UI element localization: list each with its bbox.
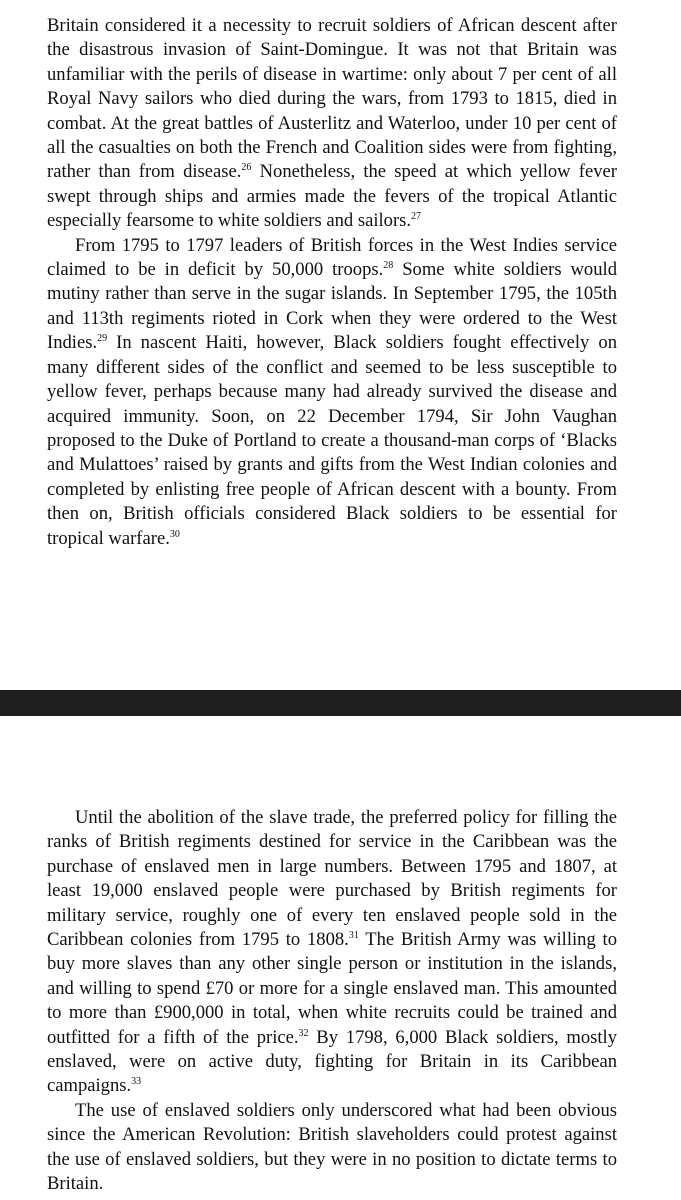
- paragraph-text: By 1798, 6,000 Black soldiers, mostly enslaved, were on active duty, fighting for Britain in its Caribbean campaigns.: [47, 1026, 617, 1097]
- paragraph-text: Until the abolition of the slave trade, the preferred policy for filling the ranks of British regiments destined for service in the Caribbean was the purchase of enslaved men in large numbers. Between 1795 and 1807, at least 19,000 enslaved people were purchased by British regiments for military service, roughly one of every ten enslaved people sold in the Caribbean colonies from 1795 to 1808.: [47, 807, 617, 951]
- footnote-ref[interactable]: 31: [348, 930, 359, 942]
- paragraph-text: The use of enslaved soldiers only underscored what had been obvious since the American Revolution: British slaveholders could protest against the use of enslaved soldiers, but they were in no position to dictate terms to Britain.: [47, 1099, 617, 1195]
- paragraph-text: From 1795 to 1797 leaders of British forces in the West Indies service claimed to be in deficit by 50,000 troops.: [47, 234, 617, 281]
- page-divider: [0, 690, 681, 716]
- footnote-ref[interactable]: 32: [298, 1027, 309, 1039]
- text-block-page-2: [47, 806, 617, 1197]
- paragraph-text: In nascent Haiti, however, Black soldiers fought effectively on many different sides of the conflict and seemed to be less susceptible to yellow fever, perhaps because many had already survived the disease and acquired immunity. Soon, on 22 December 1794, Sir John Vaughan proposed to the Duke of Portland to create a thousand-man corps of ‘Blacks and Mulattoes’ raised by grants and gifts from the West Indian colonies and completed by enlisting free people of African descent with a bounty. From then on, British officials considered Black soldiers to be essential for tropical warfare.: [47, 332, 617, 549]
- paragraph-text: Britain considered it a necessity to recruit soldiers of African descent after the disastrous invasion of Saint-Domingue. It was not that Britain was unfamiliar with the perils of disease in wartime: only about 7 per cent of all Royal Navy sailors who died during the wars, from 1793 to 1815, died in combat. At the great battles of Austerlitz and Waterloo, under 10 per cent of all the casualties on both the French and Coalition sides were from fighting, rather than from disease.: [47, 15, 617, 183]
- text-block-page-1: [47, 14, 617, 551]
- paragraph: [47, 806, 617, 1099]
- footnote-ref[interactable]: 27: [411, 211, 422, 223]
- footnote-ref[interactable]: 29: [97, 333, 108, 345]
- footnote-ref[interactable]: 33: [131, 1076, 142, 1088]
- paragraph: [47, 234, 617, 551]
- paragraph-text: Some white soldiers would mutiny rather than serve in the sugar islands. In September 1795, the 105th and 113th regiments rioted in Cork when they were ordered to the West Indies.: [47, 259, 617, 354]
- paragraph-text: The British Army was willing to buy more slaves than any other single person or institution in the islands, and willing to spend £70 or more for a single enslaved man. This amounted to more than £900,000 in total, when white recruits could be trained and outfitted for a fifth of the price.: [47, 929, 617, 1048]
- footnote-ref[interactable]: 30: [169, 528, 180, 540]
- footnote-ref[interactable]: 26: [241, 162, 252, 174]
- paragraph: [47, 1099, 617, 1197]
- paragraph: [47, 14, 617, 234]
- footnote-ref[interactable]: 28: [383, 260, 394, 272]
- paragraph-text: Nonetheless, the speed at which yellow fever swept through ships and armies made the fevers of the tropical Atlantic especially fearsome to white soldiers and sailors.: [47, 161, 617, 232]
